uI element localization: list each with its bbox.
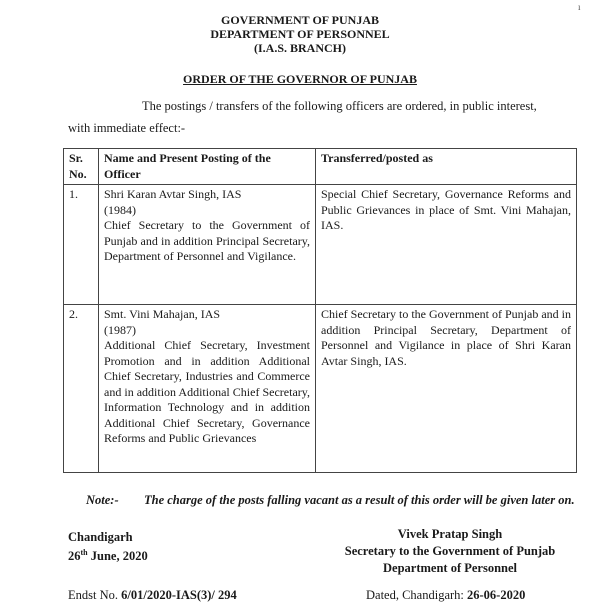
table-row	[64, 185, 577, 305]
header-transferred: Transferred/posted as	[316, 149, 577, 185]
order-date	[68, 548, 148, 564]
row-1-sr: 1.	[64, 185, 99, 305]
row-1-officer-batch: (1984)	[104, 202, 136, 217]
row-2-present-posting: Additional Chief Secretary, Investment Promotion and in addition Additional Chief Secretary, Industries and Commerce and in addition Additional Chief Secretary, Information Technology and in addition Additional Chief Secretary, Governance Reforms and Public Grievances	[104, 338, 310, 445]
header-branch: (I.A.S. BRANCH)	[253, 41, 346, 55]
row-2-officer-batch: (1987)	[104, 322, 136, 337]
row-2-sr: 2.	[64, 305, 99, 473]
table-row	[64, 305, 577, 473]
intro-line-1: The postings / transfers of the following officers are ordered, in public interest,	[142, 99, 537, 113]
signatory-name: Vivek Pratap Singh	[397, 527, 503, 541]
signatory-department: Department of Personnel	[383, 561, 517, 575]
row-1-present-posting: Chief Secretary to the Government of Punjab and in addition Principal Secretary, Department of Personnel and Vigilance.	[104, 218, 310, 263]
signatory-designation: Secretary to the Government of Punjab	[344, 544, 556, 558]
order-date-rest: June, 2020	[87, 549, 148, 564]
order-date-suffix: th	[80, 548, 88, 557]
header-sr-no: Sr. No.	[64, 149, 99, 185]
row-2-officer	[99, 305, 316, 473]
endorsement	[68, 588, 237, 603]
header-government: GOVERNMENT OF PUNJAB	[220, 13, 379, 27]
dated	[366, 588, 525, 603]
order-date-day: 26	[68, 549, 81, 564]
intro-line-2: with immediate effect:-	[68, 121, 186, 135]
endorsement-number: 6/01/2020-IAS(3)/ 294	[121, 588, 237, 602]
note-text: The charge of the posts falling vacant as a result of this order will be given later on.	[144, 493, 575, 507]
dated-label: Dated, Chandigarh:	[366, 588, 468, 602]
row-1-officer	[99, 185, 316, 305]
row-2-posted-as: Chief Secretary to the Government of Punjab and in addition Principal Secretary, Department of Personnel and Vigilance in place of Shri Karan Avtar Singh, IAS.	[316, 305, 577, 473]
note-label: Note:-	[86, 493, 119, 507]
place: Chandigarh	[68, 530, 133, 544]
header-department: DEPARTMENT OF PERSONNEL	[210, 27, 390, 41]
row-2-officer-name: Smt. Vini Mahajan, IAS	[104, 307, 221, 321]
header-name-posting: Name and Present Posting of the Officer	[99, 149, 316, 185]
endorsement-label: Endst No.	[68, 588, 122, 602]
row-1-officer-name: Shri Karan Avtar Singh, IAS	[104, 187, 242, 201]
postings-table	[63, 148, 577, 473]
order-title: ORDER OF THE GOVERNOR OF PUNJAB	[183, 72, 417, 86]
table-header-row	[64, 149, 577, 185]
corner-mark: ı	[578, 2, 581, 12]
row-1-posted-as: Special Chief Secretary, Governance Reforms and Public Grievances in place of Smt. Vini Mahajan, IAS.	[316, 185, 577, 305]
dated-value: 26-06-2020	[467, 588, 526, 602]
